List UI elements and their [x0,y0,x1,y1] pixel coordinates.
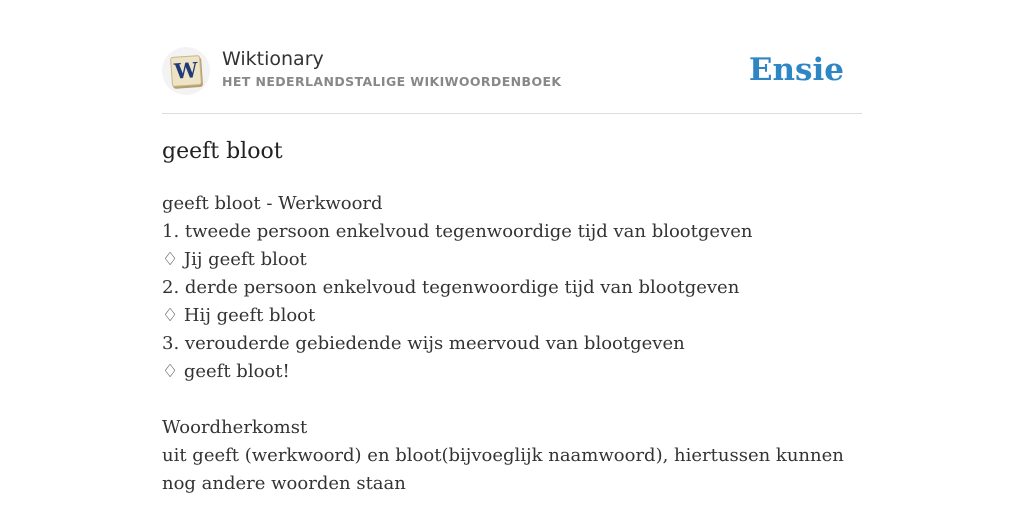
entry-heading-line: geeft bloot - Werkwoord [162,193,383,214]
page-title: geeft bloot [162,139,283,164]
logo-tile [170,55,202,87]
ensie-brand-link[interactable]: Ensie [748,52,844,88]
site-tagline: HET NEDERLANDSTALIGE WIKIWOORDENBOEK [222,74,562,89]
example-line: ♢ Hij geeft bloot [162,305,316,326]
site-name[interactable]: Wiktionary [222,48,324,70]
entry-content [162,190,862,498]
definition-line: 3. verouderde gebiedende wijs meervoud van blootgeven [162,333,685,354]
definition-line: 2. derde persoon enkelvoud tegenwoordige tijd van blootgeven [162,277,740,298]
etymology-heading: Woordherkomst [162,417,308,438]
section-spacer [162,386,862,414]
page [162,0,862,512]
example-line: ♢ geeft bloot! [162,361,290,382]
header-divider [162,113,862,114]
logo-letter: W [173,57,199,84]
wiktionary-logo-icon[interactable] [162,47,210,95]
etymology-text: uit geeft (werkwoord) en bloot(bijvoeglijk naamwoord), hiertussen kunnen nog andere woorden staan [162,445,844,494]
example-line: ♢ Jij geeft bloot [162,249,307,270]
site-header [162,45,862,97]
definition-line: 1. tweede persoon enkelvoud tegenwoordige tijd van blootgeven [162,221,753,242]
